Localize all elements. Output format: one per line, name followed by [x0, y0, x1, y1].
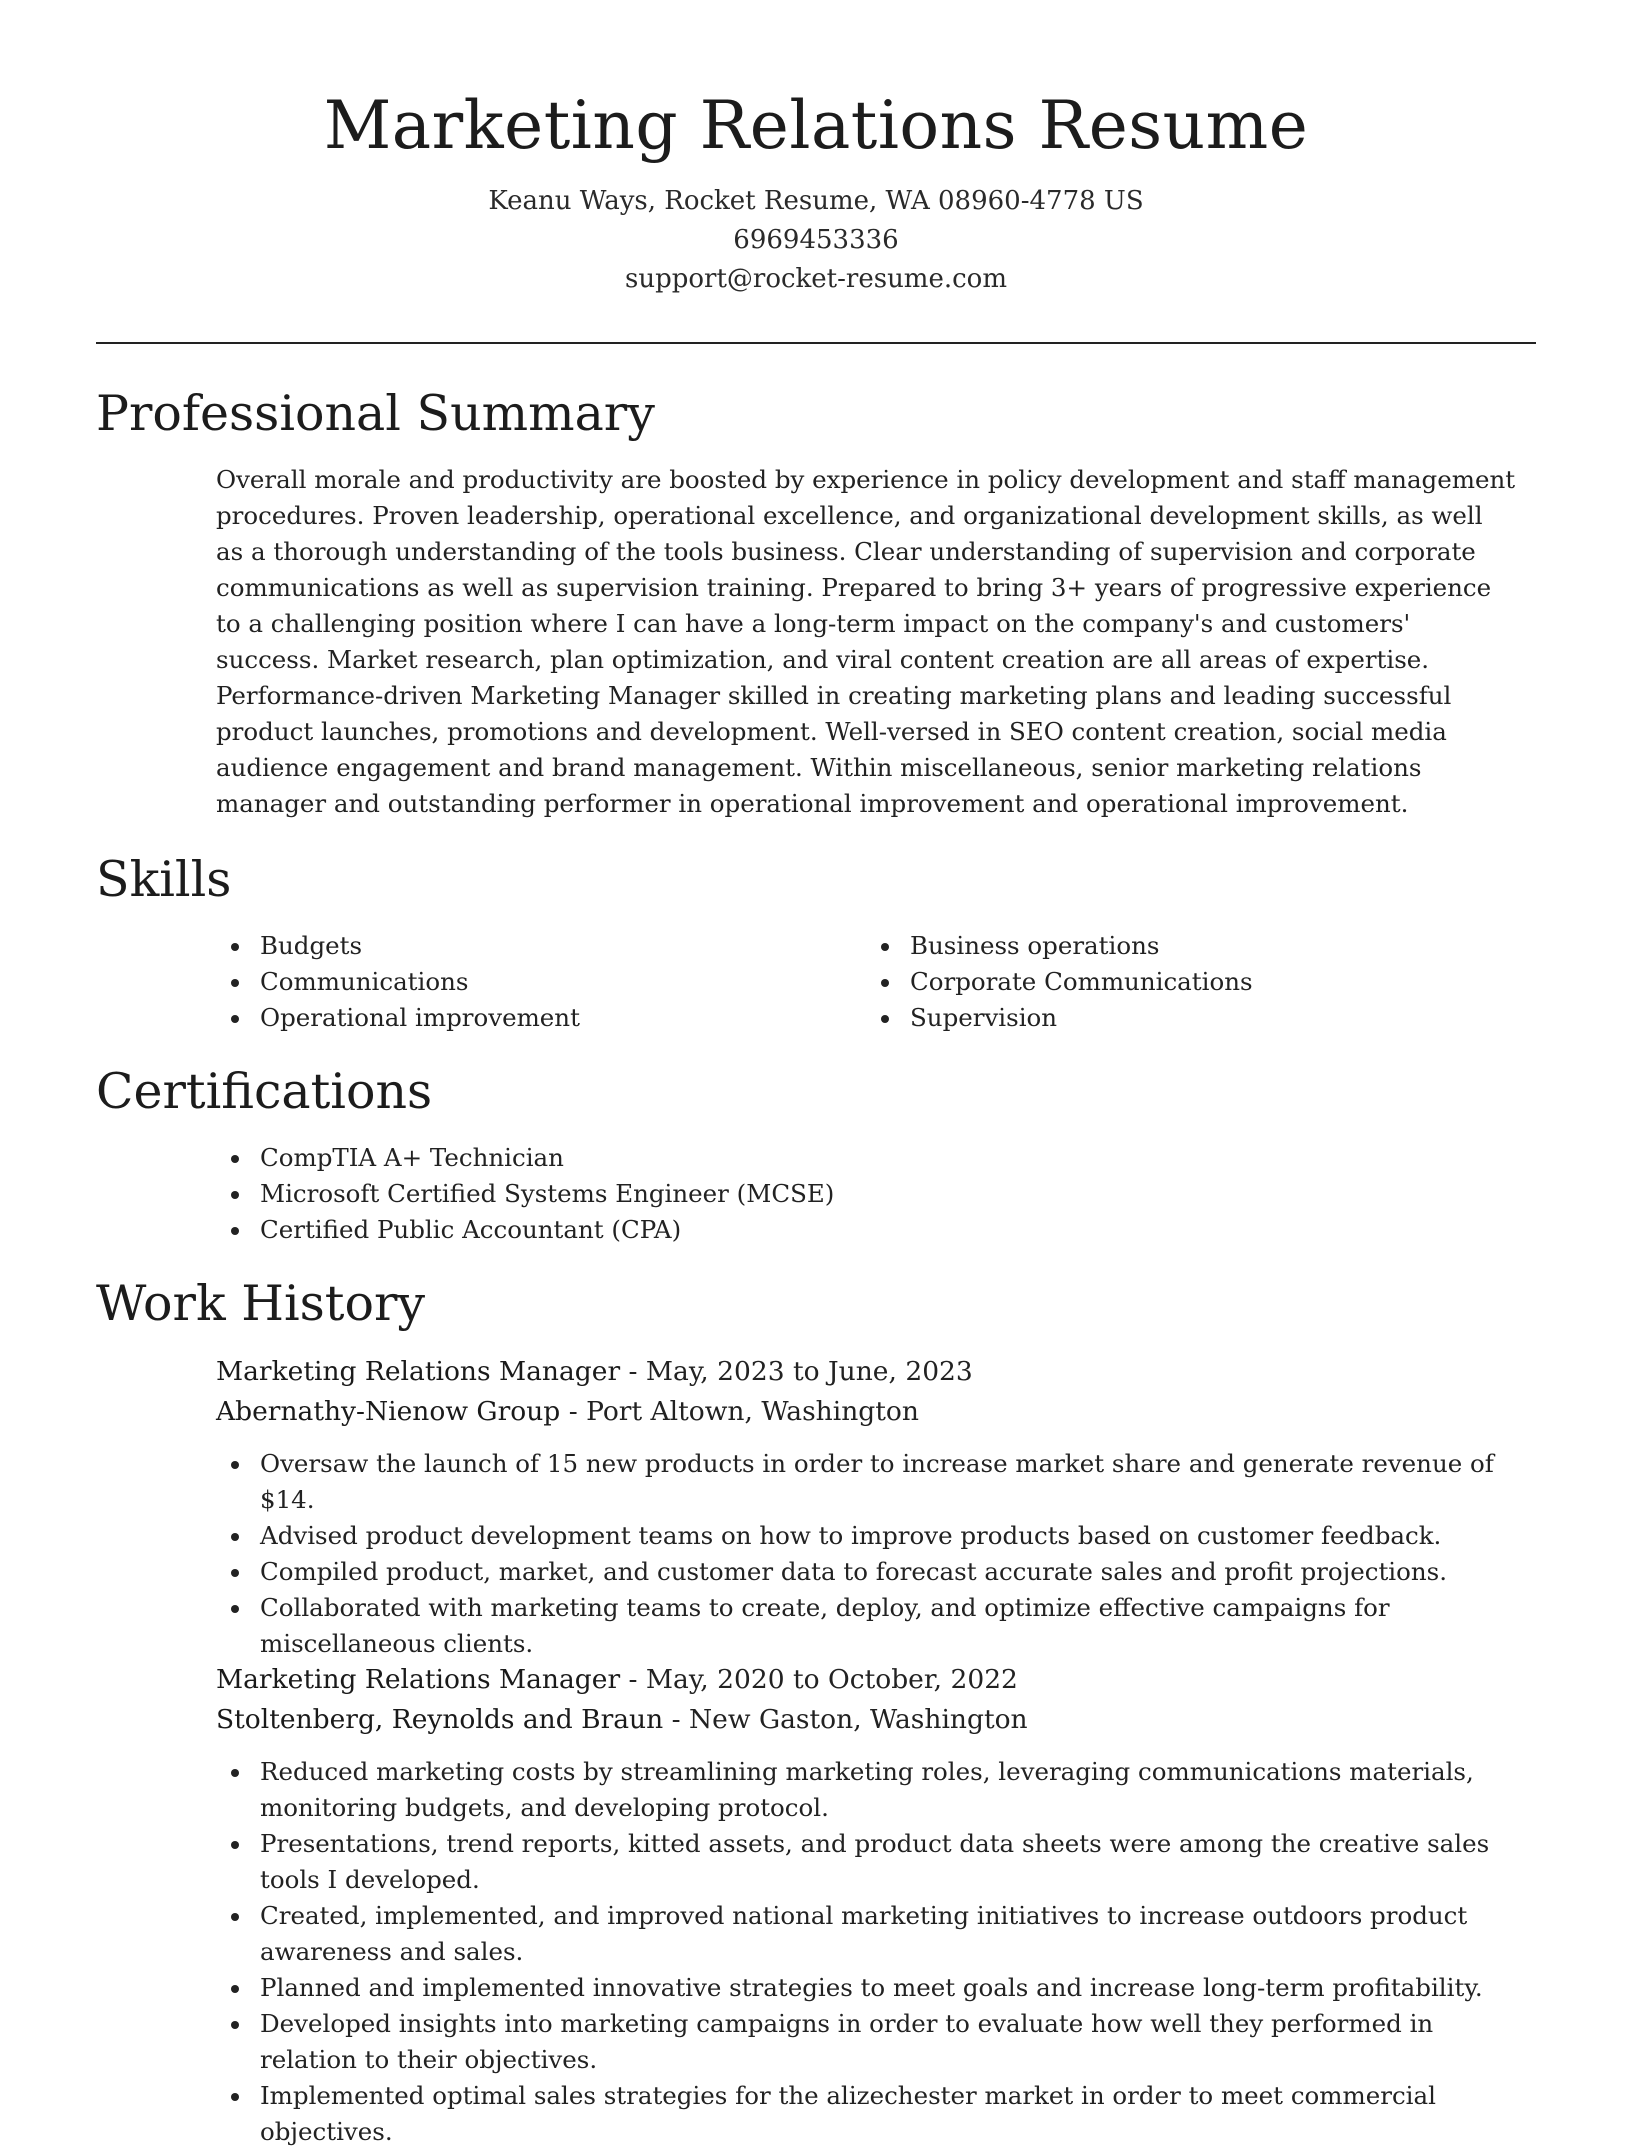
certification-item: Microsoft Certified Systems Engineer (MCSE)	[216, 1176, 1516, 1212]
job-bullet: Developed insights into marketing campaigns in order to evaluate how well they performed in relation to their objectives.	[216, 2006, 1526, 2078]
contact-phone: 6969453336	[733, 225, 899, 255]
header-divider	[96, 342, 1536, 344]
job-company-line	[216, 1700, 1516, 1740]
skill-item: Operational improvement	[216, 1000, 856, 1036]
job-bullet: Implemented optimal sales strategies for the alizechester market in order to meet commercial objectives.	[216, 2078, 1526, 2150]
summary-text: Overall morale and productivity are boosted by experience in policy development and staff management procedures. Proven leadership, operational excellence, and organizational development skills, as well as a thorough understanding of the tools business. Clear understanding of supervision and corporate communications as well as supervision training. Prepared to bring 3+ years of progressive experience to a challenging position where I can have a long-term impact on the company's and customers' success. Market research, plan optimization, and viral content creation are all areas of expertise. Performance-driven Marketing Manager skilled in creating marketing plans and leading successful product launches, promotions and development. Well-versed in SEO content creation, social media audience engagement and brand management. Within miscellaneous, senior marketing relations manager and outstanding performer in operational improvement and operational improvement.	[216, 465, 1516, 818]
job-dates: - May, 2023 to June, 2023	[620, 1356, 973, 1387]
job-location: - Port Altown, Washington	[560, 1396, 919, 1427]
contact-email: support@rocket-resume.com	[624, 264, 1007, 294]
job-bullets	[216, 1446, 1526, 1662]
job-location: - New Gaston, Washington	[663, 1704, 1028, 1735]
skill-item: Communications	[216, 964, 856, 1000]
job-company-line	[216, 1392, 1516, 1432]
skills-column-left	[216, 928, 856, 1036]
job-bullet: Advised product development teams on how to improve products based on customer feedback.	[216, 1518, 1526, 1554]
job-bullet: Created, implemented, and improved national marketing initiatives to increase outdoors product awareness and sales.	[216, 1898, 1526, 1970]
skill-item: Budgets	[216, 928, 856, 964]
job-title-line	[216, 1660, 1516, 1700]
certification-item: Certified Public Accountant (CPA)	[216, 1212, 1516, 1248]
certification-item: CompTIA A+ Technician	[216, 1140, 1516, 1176]
job-bullet: Planned and implemented innovative strategies to meet goals and increase long-term profitability.	[216, 1970, 1526, 2006]
job-header	[216, 1660, 1516, 1740]
skills-heading: Skills	[96, 851, 232, 908]
certifications-list	[216, 1140, 1516, 1248]
job-title: Marketing Relations Manager	[216, 1356, 621, 1387]
job-dates: - May, 2020 to October, 2022	[620, 1664, 1018, 1695]
job-bullet: Oversaw the launch of 15 new products in order to increase market share and generate revenue of $14.	[216, 1446, 1526, 1518]
contact-block	[0, 182, 1632, 299]
skill-item: Business operations	[866, 928, 1526, 964]
job-company: Stoltenberg, Reynolds and Braun	[216, 1704, 664, 1735]
job-header	[216, 1352, 1516, 1432]
job-bullet: Reduced marketing costs by streamlining marketing roles, leveraging communications materials, monitoring budgets, and developing protocol.	[216, 1754, 1526, 1826]
summary-heading: Professional Summary	[96, 385, 655, 442]
skills-column-right	[866, 928, 1526, 1036]
job-bullet: Compiled product, market, and customer data to forecast accurate sales and profit projections.	[216, 1554, 1526, 1590]
job-bullet: Presentations, trend reports, kitted assets, and product data sheets were among the creative sales tools I developed.	[216, 1826, 1526, 1898]
job-bullets	[216, 1754, 1526, 2150]
skill-item: Supervision	[866, 1000, 1526, 1036]
work-history-heading: Work History	[96, 1275, 426, 1332]
job-title: Marketing Relations Manager	[216, 1664, 621, 1695]
job-company: Abernathy-Nienow Group	[216, 1396, 561, 1427]
page-title: Marketing Relations Resume	[323, 87, 1309, 164]
certifications-heading: Certifications	[96, 1063, 433, 1120]
contact-address: Keanu Ways, Rocket Resume, WA 08960-4778 US	[488, 186, 1144, 216]
resume-header	[0, 0, 1632, 299]
job-bullet: Collaborated with marketing teams to create, deploy, and optimize effective campaigns for miscellaneous clients.	[216, 1590, 1526, 1662]
job-title-line	[216, 1352, 1516, 1392]
skill-item: Corporate Communications	[866, 964, 1526, 1000]
